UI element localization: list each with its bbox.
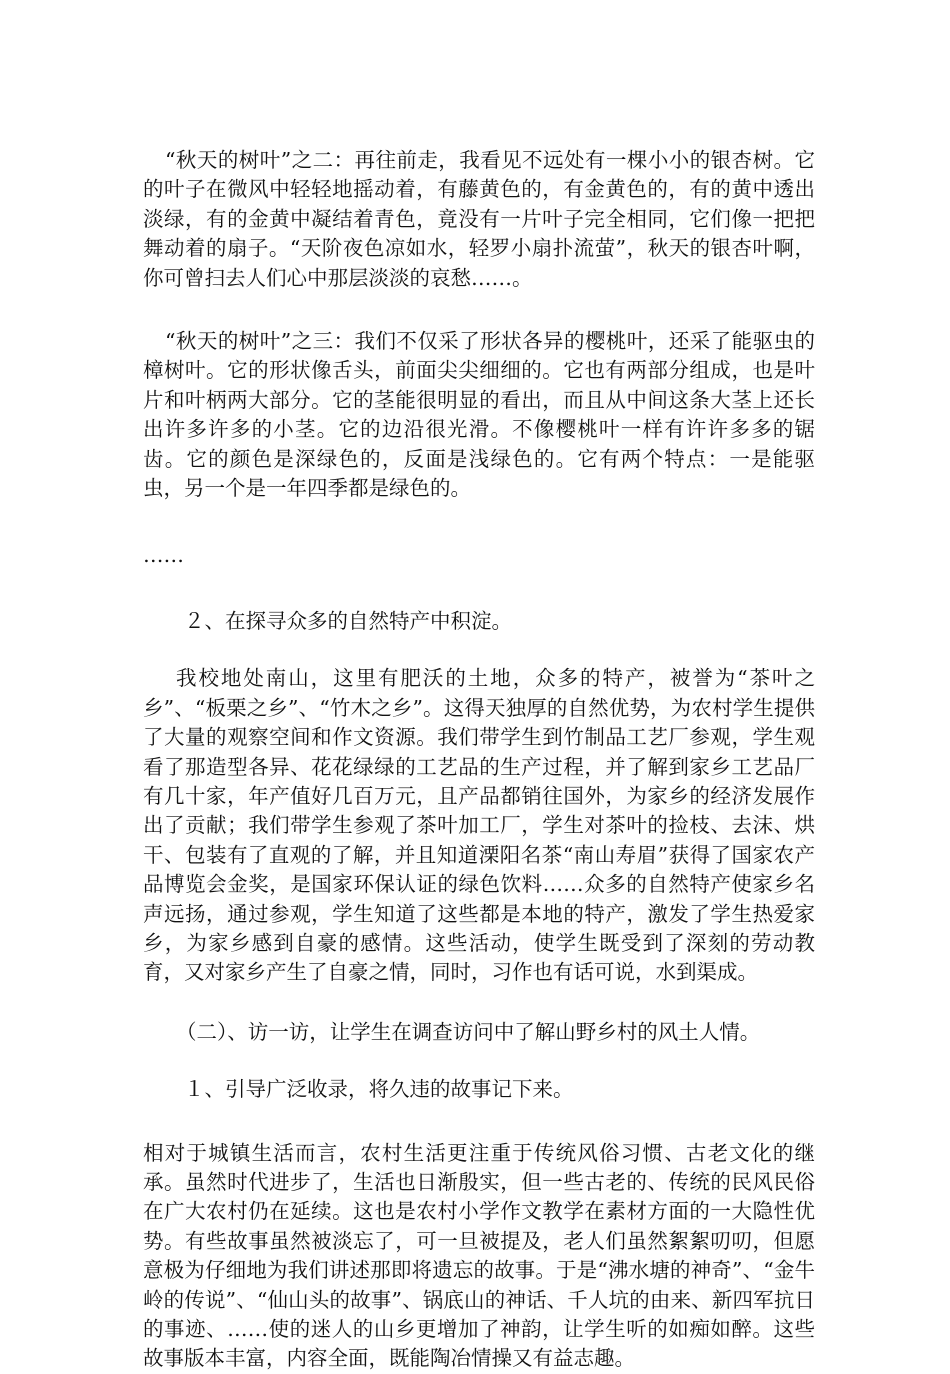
paragraph-ginkgo-leaves: “秋天的树叶”之二：再往前走，我看见不远处有一棵小小的银杏树。它的叶子在微风中轻轻地摇动着，有藤黄色的，有金黄色的，有的黄中透出淡绿，有的金黄中凝结着青色，竟没有一片叶子完全相同，它们像一把把舞动着的扇子。“天阶夜色凉如水，轻罗小扇扑流萤”，秋天的银杏叶啊，你可曾扫去人们心中那层淡淡的哀愁……。 xyxy=(143,148,815,290)
paragraph-ellipsis: …… xyxy=(143,543,184,568)
paragraph-camphor-leaves: “秋天的树叶”之三：我们不仅采了形状各异的樱桃叶，还采了能驱虫的樟树叶。它的形状像舌头，前面尖尖细细的。它也有两部分组成，也是叶片和叶柄两大部分。它的茎能很明显的看出，而且从中间这条大茎上还长出许多许多的小茎。它的边沿很光滑。不像樱桃叶一样有许许多多的锯齿。它的颜色是深绿色的，反面是浅绿色的。它有两个特点：一是能驱虫，另一个是一年四季都是绿色的。 xyxy=(143,329,815,501)
paragraph-village-stories: 相对于城镇生活而言，农村生活更注重于传统风俗习惯、古老文化的继承。虽然时代进步了，生活也日渐殷实，但一些古老的、传统的民风民俗在广大农村仍在延续。这也是农村小学作文教学在素材方面的一大隐性优势。有些故事虽然被淡忘了，可一旦被提及，老人们虽然絮絮叨叨，但愿意极为仔细地为我们讲述那即将遗忘的故事。于是“沸水塘的神奇”、“金牛岭的传说”、“仙山头的故事”、锅底山的神话、千人坑的由来、新四军抗日的事迹、……使的迷人的山乡更增加了神韵，让学生听的如痴如醉。这些故事版本丰富，内容全面，既能陶冶情操又有益志趣。 xyxy=(143,1140,815,1371)
section-heading-natural-products: ２、在探寻众多的自然特产中积淀。 xyxy=(184,608,512,633)
paragraph-local-specialties: 我校地处南山，这里有肥沃的土地，众多的特产，被誉为“茶叶之乡”、“板栗之乡”、“竹木之乡”。这得天独厚的自然优势，为农村学生提供了大量的观察空间和作文资源。我们带学生到竹制品工艺厂参观，学生观看了那造型各异、花花绿绿的工艺品的生产过程，并了解到家乡工艺品厂有几十家，年产值好几百万元，且产品都销往国外，为家乡的经济发展作出了贡献；我们带学生参观了茶叶加工厂，学生对茶叶的捡枝、去沫、烘干、包装有了直观的了解，并且知道溧阳名茶“南山寿眉”获得了国家农产品博览会金奖，是国家环保认证的绿色饮料……众多的自然特产使家乡名声远扬，通过参观，学生知道了这些都是本地的特产，激发了学生热爱家乡，为家乡感到自豪的感情。这些活动，使学生既受到了深刻的劳动教育，又对家乡产生了自豪之情，同时，习作也有话可说，水到渠成。 xyxy=(143,666,815,985)
section-heading-visits: （二）、访一访，让学生在调查访问中了解山野乡村的风土人情。 xyxy=(176,1019,761,1044)
section-heading-stories: １、引导广泛收录，将久违的故事记下来。 xyxy=(184,1077,574,1102)
document-body xyxy=(143,146,815,1374)
